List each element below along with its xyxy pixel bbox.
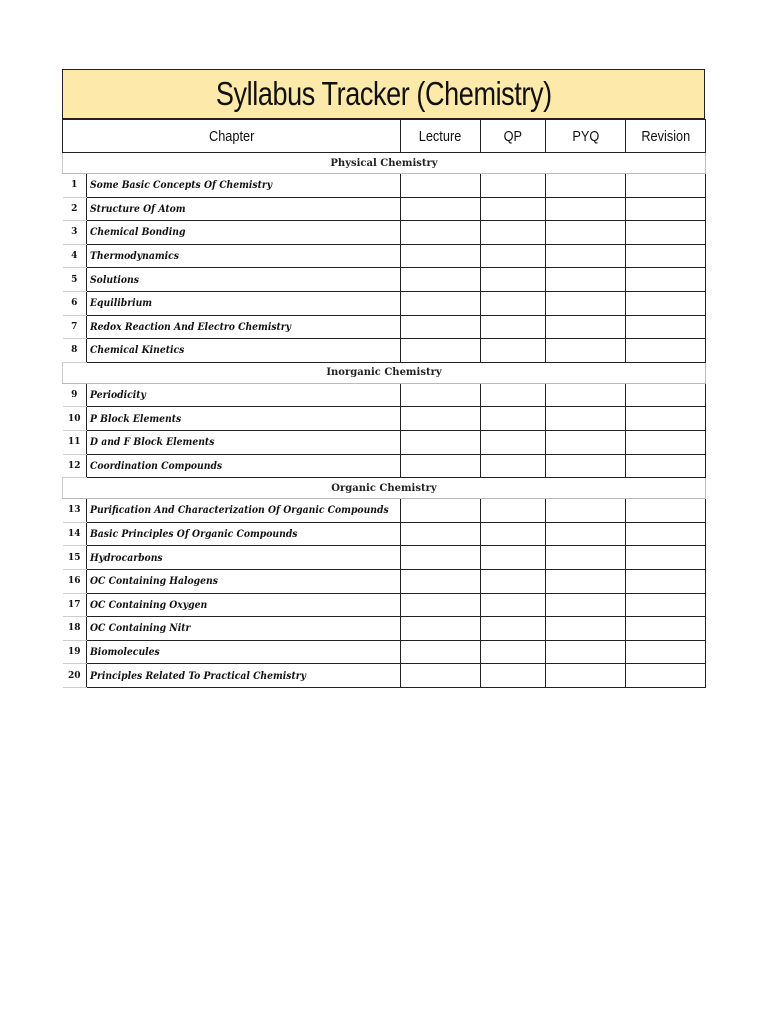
chapter-name: Coordination Compounds xyxy=(90,459,223,472)
section-title: Organic Chemistry xyxy=(63,478,706,499)
chapter-name: Hydrocarbons xyxy=(90,551,163,564)
column-header-lecture: Lecture xyxy=(401,120,481,153)
chapter-row xyxy=(63,546,706,570)
chapter-number: 20 xyxy=(63,664,87,688)
pyq-checkbox-cell[interactable] xyxy=(546,430,626,454)
revision-checkbox-cell[interactable] xyxy=(626,454,706,478)
revision-checkbox-cell[interactable] xyxy=(626,339,706,363)
pyq-checkbox-cell[interactable] xyxy=(546,454,626,478)
qp-checkbox-cell[interactable] xyxy=(481,430,546,454)
chapter-name-cell xyxy=(87,315,401,339)
chapter-row xyxy=(63,522,706,546)
chapter-number: 19 xyxy=(63,640,87,664)
chapter-name-cell xyxy=(87,244,401,268)
pyq-checkbox-cell[interactable] xyxy=(546,617,626,641)
pyq-checkbox-cell[interactable] xyxy=(546,339,626,363)
page-title: Syllabus Tracker (Chemistry) xyxy=(215,75,552,112)
chapter-name: D and F Block Elements xyxy=(90,436,215,449)
chapter-name-cell xyxy=(87,430,401,454)
pyq-checkbox-cell[interactable] xyxy=(546,593,626,617)
chapter-number: 7 xyxy=(63,315,87,339)
title-bar xyxy=(62,69,705,119)
chapter-name: Redox Reaction And Electro Chemistry xyxy=(90,320,292,333)
qp-checkbox-cell[interactable] xyxy=(481,546,546,570)
chapter-name: OC Containing Nitr xyxy=(90,622,191,635)
lecture-checkbox-cell[interactable] xyxy=(401,454,481,478)
chapter-row xyxy=(63,315,706,339)
chapter-name: Structure Of Atom xyxy=(90,202,186,215)
pyq-checkbox-cell[interactable] xyxy=(546,522,626,546)
revision-checkbox-cell[interactable] xyxy=(626,499,706,523)
chapter-name-cell xyxy=(87,407,401,431)
chapter-name-cell xyxy=(87,454,401,478)
tracker-table xyxy=(62,119,706,688)
chapter-row xyxy=(63,569,706,593)
column-header-qp: QP xyxy=(481,120,546,153)
lecture-checkbox-cell[interactable] xyxy=(401,593,481,617)
chapter-name-cell xyxy=(87,569,401,593)
chapter-number: 17 xyxy=(63,593,87,617)
chapter-number: 13 xyxy=(63,499,87,523)
revision-checkbox-cell[interactable] xyxy=(626,383,706,407)
chapter-name-cell xyxy=(87,546,401,570)
lecture-checkbox-cell[interactable] xyxy=(401,569,481,593)
chapter-row xyxy=(63,640,706,664)
pyq-checkbox-cell[interactable] xyxy=(546,221,626,245)
lecture-checkbox-cell[interactable] xyxy=(401,339,481,363)
chapter-number: 18 xyxy=(63,617,87,641)
chapter-row xyxy=(63,339,706,363)
revision-checkbox-cell[interactable] xyxy=(626,617,706,641)
column-header-pyq: PYQ xyxy=(546,120,626,153)
section-row xyxy=(63,362,706,383)
section-title: Physical Chemistry xyxy=(63,153,706,174)
chapter-name-cell xyxy=(87,174,401,198)
pyq-checkbox-cell[interactable] xyxy=(546,268,626,292)
qp-checkbox-cell[interactable] xyxy=(481,499,546,523)
chapter-number: 8 xyxy=(63,339,87,363)
chapter-number: 12 xyxy=(63,454,87,478)
chapter-number: 15 xyxy=(63,546,87,570)
chapter-name-cell xyxy=(87,499,401,523)
chapter-name: Biomolecules xyxy=(90,645,160,658)
revision-checkbox-cell[interactable] xyxy=(626,664,706,688)
chapter-row xyxy=(63,664,706,688)
chapter-name: OC Containing Halogens xyxy=(90,575,218,588)
qp-checkbox-cell[interactable] xyxy=(481,593,546,617)
qp-checkbox-cell[interactable] xyxy=(481,454,546,478)
lecture-checkbox-cell[interactable] xyxy=(401,244,481,268)
qp-checkbox-cell[interactable] xyxy=(481,383,546,407)
lecture-checkbox-cell[interactable] xyxy=(401,499,481,523)
column-header-revision: Revision xyxy=(626,120,706,153)
pyq-checkbox-cell[interactable] xyxy=(546,569,626,593)
chapter-number: 16 xyxy=(63,569,87,593)
chapter-name: Chemical Bonding xyxy=(90,226,186,239)
lecture-checkbox-cell[interactable] xyxy=(401,174,481,198)
chapter-number: 9 xyxy=(63,383,87,407)
revision-checkbox-cell[interactable] xyxy=(626,569,706,593)
chapter-name: Equilibrium xyxy=(90,297,153,310)
column-header-chapter: Chapter xyxy=(63,120,401,153)
chapter-number: 4 xyxy=(63,244,87,268)
chapter-name: Periodicity xyxy=(90,389,146,402)
chapter-name-cell xyxy=(87,268,401,292)
revision-checkbox-cell[interactable] xyxy=(626,407,706,431)
chapter-number: 1 xyxy=(63,174,87,198)
pyq-checkbox-cell[interactable] xyxy=(546,499,626,523)
chapter-name-cell xyxy=(87,617,401,641)
chapter-number: 5 xyxy=(63,268,87,292)
qp-checkbox-cell[interactable] xyxy=(481,339,546,363)
chapter-row xyxy=(63,430,706,454)
chapter-row xyxy=(63,454,706,478)
revision-checkbox-cell[interactable] xyxy=(626,640,706,664)
chapter-name-cell xyxy=(87,339,401,363)
chapter-name-cell xyxy=(87,664,401,688)
lecture-checkbox-cell[interactable] xyxy=(401,197,481,221)
chapter-name-cell xyxy=(87,640,401,664)
qp-checkbox-cell[interactable] xyxy=(481,244,546,268)
qp-checkbox-cell[interactable] xyxy=(481,197,546,221)
lecture-checkbox-cell[interactable] xyxy=(401,268,481,292)
lecture-checkbox-cell[interactable] xyxy=(401,522,481,546)
chapter-number: 11 xyxy=(63,430,87,454)
chapter-row xyxy=(63,268,706,292)
revision-checkbox-cell[interactable] xyxy=(626,430,706,454)
lecture-checkbox-cell[interactable] xyxy=(401,315,481,339)
pyq-checkbox-cell[interactable] xyxy=(546,407,626,431)
chapter-row xyxy=(63,174,706,198)
pyq-checkbox-cell[interactable] xyxy=(546,244,626,268)
chapter-name: Thermodynamics xyxy=(90,250,179,263)
qp-checkbox-cell[interactable] xyxy=(481,522,546,546)
lecture-checkbox-cell[interactable] xyxy=(401,664,481,688)
revision-checkbox-cell[interactable] xyxy=(626,268,706,292)
revision-checkbox-cell[interactable] xyxy=(626,174,706,198)
revision-checkbox-cell[interactable] xyxy=(626,221,706,245)
chapter-name: Basic Principles Of Organic Compounds xyxy=(90,528,298,541)
lecture-checkbox-cell[interactable] xyxy=(401,546,481,570)
revision-checkbox-cell[interactable] xyxy=(626,315,706,339)
lecture-checkbox-cell[interactable] xyxy=(401,640,481,664)
chapter-row xyxy=(63,244,706,268)
section-row xyxy=(63,153,706,174)
pyq-checkbox-cell[interactable] xyxy=(546,315,626,339)
revision-checkbox-cell[interactable] xyxy=(626,546,706,570)
qp-checkbox-cell[interactable] xyxy=(481,174,546,198)
qp-checkbox-cell[interactable] xyxy=(481,407,546,431)
pyq-checkbox-cell[interactable] xyxy=(546,383,626,407)
chapter-number: 6 xyxy=(63,291,87,315)
revision-checkbox-cell[interactable] xyxy=(626,593,706,617)
chapter-name: P Block Elements xyxy=(90,412,182,425)
header-row xyxy=(63,120,706,153)
pyq-checkbox-cell[interactable] xyxy=(546,546,626,570)
chapter-name-cell xyxy=(87,593,401,617)
chapter-name: Purification And Characterization Of Organic Compounds xyxy=(90,504,389,517)
lecture-checkbox-cell[interactable] xyxy=(401,617,481,641)
pyq-checkbox-cell[interactable] xyxy=(546,664,626,688)
lecture-checkbox-cell[interactable] xyxy=(401,430,481,454)
chapter-number: 14 xyxy=(63,522,87,546)
chapter-name-cell xyxy=(87,197,401,221)
qp-checkbox-cell[interactable] xyxy=(481,221,546,245)
chapter-row xyxy=(63,407,706,431)
revision-checkbox-cell[interactable] xyxy=(626,197,706,221)
pyq-checkbox-cell[interactable] xyxy=(546,197,626,221)
lecture-checkbox-cell[interactable] xyxy=(401,291,481,315)
chapter-row xyxy=(63,593,706,617)
qp-checkbox-cell[interactable] xyxy=(481,569,546,593)
chapter-name: Chemical Kinetics xyxy=(90,344,185,357)
revision-checkbox-cell[interactable] xyxy=(626,291,706,315)
lecture-checkbox-cell[interactable] xyxy=(401,383,481,407)
revision-checkbox-cell[interactable] xyxy=(626,244,706,268)
chapter-name-cell xyxy=(87,383,401,407)
qp-checkbox-cell[interactable] xyxy=(481,291,546,315)
chapter-name: Principles Related To Practical Chemistry xyxy=(90,669,307,682)
chapter-name: Some Basic Concepts Of Chemistry xyxy=(90,179,273,192)
section-title: Inorganic Chemistry xyxy=(63,362,706,383)
chapter-name-cell xyxy=(87,221,401,245)
chapter-name: OC Containing Oxygen xyxy=(90,598,208,611)
syllabus-tracker-sheet xyxy=(62,69,705,688)
chapter-name: Solutions xyxy=(90,273,139,286)
pyq-checkbox-cell[interactable] xyxy=(546,640,626,664)
chapter-number: 2 xyxy=(63,197,87,221)
chapter-row xyxy=(63,221,706,245)
qp-checkbox-cell[interactable] xyxy=(481,315,546,339)
revision-checkbox-cell[interactable] xyxy=(626,522,706,546)
chapter-name-cell xyxy=(87,522,401,546)
chapter-row xyxy=(63,617,706,641)
lecture-checkbox-cell[interactable] xyxy=(401,407,481,431)
section-row xyxy=(63,478,706,499)
chapter-row xyxy=(63,291,706,315)
qp-checkbox-cell[interactable] xyxy=(481,617,546,641)
pyq-checkbox-cell[interactable] xyxy=(546,174,626,198)
chapter-name-cell xyxy=(87,291,401,315)
chapter-row xyxy=(63,499,706,523)
chapter-row xyxy=(63,383,706,407)
chapter-number: 10 xyxy=(63,407,87,431)
lecture-checkbox-cell[interactable] xyxy=(401,221,481,245)
chapter-row xyxy=(63,197,706,221)
pyq-checkbox-cell[interactable] xyxy=(546,291,626,315)
qp-checkbox-cell[interactable] xyxy=(481,268,546,292)
chapter-number: 3 xyxy=(63,221,87,245)
qp-checkbox-cell[interactable] xyxy=(481,664,546,688)
qp-checkbox-cell[interactable] xyxy=(481,640,546,664)
